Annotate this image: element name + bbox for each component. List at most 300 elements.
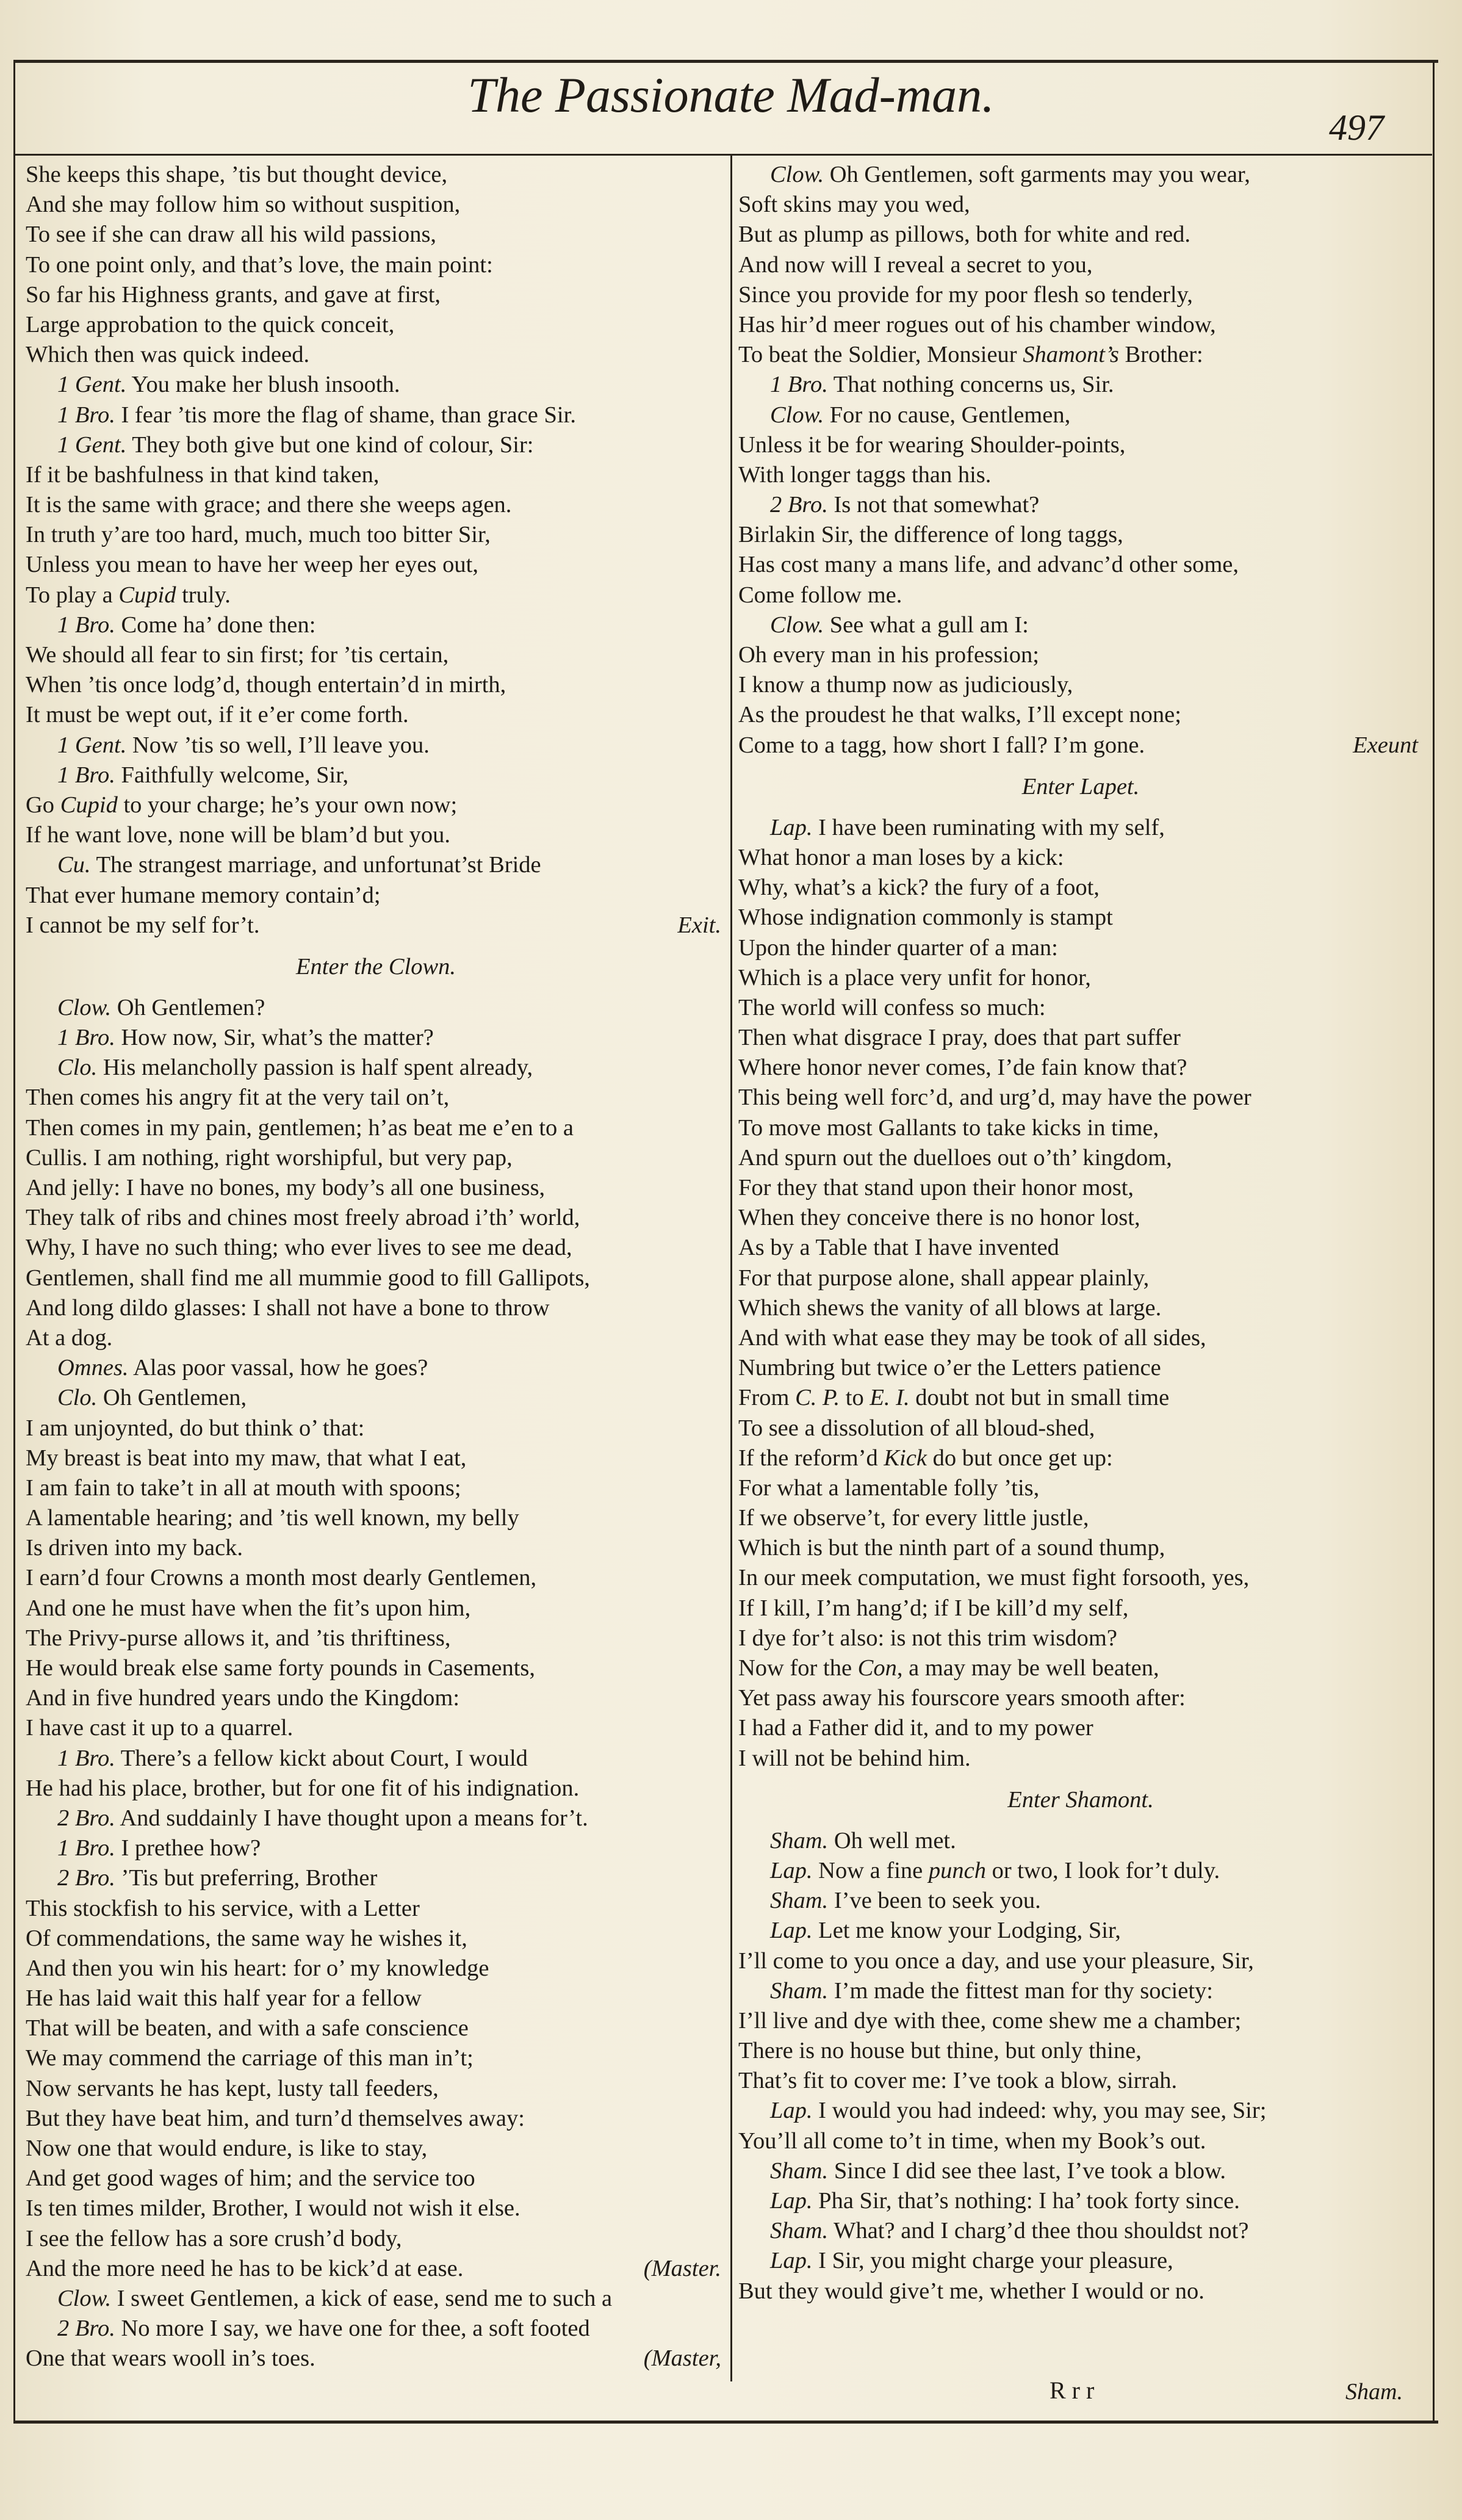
verse-line [26, 2193, 726, 2223]
verse-line [738, 731, 1423, 760]
line-text: From [738, 1385, 796, 1411]
verse-line [738, 993, 1423, 1023]
speech-line [738, 2096, 1423, 2126]
line-text: Whose indignation commonly is stampt [738, 904, 1113, 931]
right-aligned-cue: (Master, [643, 2345, 721, 2372]
verse-line [738, 1053, 1423, 1083]
speaker-name: Clow. [57, 2285, 112, 2311]
left-column [26, 160, 726, 2374]
verse-line [26, 2074, 726, 2104]
line-text: I am fain to take’t in all at mouth with spoons; [26, 1475, 461, 1501]
line-text: Birlakin Sir, the difference of long taggs, [738, 522, 1123, 548]
stage-direction [738, 1774, 1423, 1826]
verse-line [26, 790, 726, 820]
line-text: Is driven into my back. [26, 1535, 243, 1561]
line-text: Then comes his angry fit at the very tail on’t, [26, 1085, 450, 1111]
verse-line [26, 1473, 726, 1503]
verse-line [26, 310, 726, 340]
verse-line [26, 1143, 726, 1173]
line-text: Let me know your Lodging, Sir, [812, 1918, 1121, 1944]
line-text: Has cost many a mans life, and advanc’d other some, [738, 552, 1239, 578]
line-text: Is not that somewhat? [827, 492, 1040, 518]
verse-line [26, 1443, 726, 1473]
verse-line [738, 873, 1423, 903]
italic-word: punch [928, 1857, 986, 1883]
speech-line [738, 813, 1423, 843]
verse-line [738, 1383, 1423, 1413]
verse-line [26, 2043, 726, 2073]
verse-line [738, 1413, 1423, 1443]
verse-line [26, 700, 726, 730]
line-text: And get good wages of him; and the service too [26, 2165, 475, 2192]
line-text: To play a [26, 582, 119, 608]
line-text-after: truly. [176, 582, 231, 608]
line-text-after: Brother: [1118, 342, 1203, 368]
italic-word: Cupid [118, 582, 176, 608]
line-text: If we observe’t, for every little justle, [738, 1505, 1089, 1531]
speech-line [26, 1383, 726, 1413]
stage-direction-text: Enter Lapet. [1021, 773, 1140, 800]
verse-line [26, 2013, 726, 2043]
line-text: Then what disgrace I pray, does that part suffer [738, 1025, 1181, 1051]
line-text: Alas poor vassal, how he goes? [128, 1355, 428, 1381]
verse-line [26, 2224, 726, 2254]
verse-line [26, 220, 726, 250]
page-number: 497 [1329, 107, 1384, 148]
speaker-name: 1 Bro. [57, 762, 115, 788]
line-text: Numbring but twice o’er the Letters patience [738, 1355, 1161, 1381]
verse-line [26, 1263, 726, 1293]
line-text: No more I say, we have one for thee, a soft footed [115, 2316, 590, 2342]
verse-line [738, 843, 1423, 873]
line-text: This stockfish to his service, with a Letter [26, 1895, 420, 1921]
line-text: Oh well met. [828, 1827, 956, 1854]
verse-line [26, 1954, 726, 1984]
line-text: Which then was quick indeed. [26, 342, 310, 368]
verse-line [26, 1623, 726, 1653]
line-text-after: to your charge; he’s your own now; [117, 792, 458, 818]
line-text: If I kill, I’m hang’d; if I be kill’d my self, [738, 1595, 1129, 1621]
verse-line [738, 430, 1423, 460]
verse-line [26, 1413, 726, 1443]
speaker-name: Omnes. [57, 1355, 129, 1381]
line-text: To see a dissolution of all bloud-shed, [738, 1415, 1095, 1441]
stage-direction-text: Enter Shamont. [1007, 1786, 1154, 1813]
verse-line [738, 1233, 1423, 1263]
line-text: A lamentable hearing; and ’tis well known, my belly [26, 1505, 519, 1531]
line-text: And the more need he has to be kick’d at ease. [26, 2255, 464, 2281]
speech-line [26, 1833, 726, 1863]
line-text: To see if she can draw all his wild passions, [26, 222, 437, 248]
verse-line [738, 670, 1423, 700]
speech-line [738, 1916, 1423, 1946]
line-text: Faithfully welcome, Sir, [115, 762, 349, 788]
verse-line [26, 1713, 726, 1743]
line-text: Where honor never comes, I’de fain know that? [738, 1055, 1187, 1081]
verse-line [26, 2164, 726, 2193]
line-text: And spurn out the duelloes out o’th’ kingdom, [738, 1144, 1172, 1171]
speaker-name: 1 Bro. [770, 372, 828, 398]
line-text: Now ’tis so well, I’ll leave you. [126, 732, 430, 758]
line-text: They talk of ribs and chines most freely abroad i’th’ world, [26, 1205, 580, 1231]
speech-line [26, 850, 726, 880]
verse-line [26, 2134, 726, 2164]
verse-line [26, 1683, 726, 1713]
line-text: And then you win his heart: for o’ my knowledge [26, 1955, 489, 1981]
verse-line [738, 520, 1423, 550]
stage-direction [738, 760, 1423, 813]
speaker-name: Lap. [770, 2098, 813, 2124]
speech-line [26, 2314, 726, 2344]
line-text: That nothing concerns us, Sir. [827, 372, 1114, 398]
speaker-name: 1 Gent. [57, 732, 127, 758]
line-text: Now for the [738, 1655, 858, 1681]
line-text-after: doubt not but in small time [909, 1385, 1170, 1411]
right-border [1433, 60, 1435, 2422]
line-text: I will not be behind him. [738, 1745, 971, 1771]
line-text: What honor a man loses by a kick: [738, 844, 1064, 870]
verse-line [738, 460, 1423, 490]
verse-line [738, 1323, 1423, 1353]
line-text: Since you provide for my poor flesh so tenderly, [738, 281, 1193, 308]
line-text: Oh Gentlemen? [111, 994, 265, 1020]
line-text: He had his place, brother, but for one fit of his indignation. [26, 1775, 580, 1801]
verse-line [26, 520, 726, 550]
speaker-name: Lap. [770, 814, 813, 840]
line-text: Oh Gentlemen, soft garments may you wear, [824, 162, 1250, 187]
line-text: I have been ruminating with my self, [812, 814, 1165, 840]
speaker-name: 2 Bro. [57, 2316, 115, 2342]
speech-line [738, 2156, 1423, 2186]
speaker-name: Clow. [770, 402, 824, 428]
verse-line [738, 1083, 1423, 1113]
line-text: The world will confess so much: [738, 994, 1046, 1020]
verse-line [26, 490, 726, 520]
verse-line [26, 911, 726, 940]
speech-line [26, 1744, 726, 1774]
line-text: How now, Sir, what’s the matter? [115, 1025, 434, 1051]
line-text: Come ha’ done then: [115, 612, 316, 638]
verse-line [738, 640, 1423, 670]
right-aligned-cue: Exeunt [1353, 732, 1418, 758]
verse-line [738, 1443, 1423, 1473]
line-text: ’Tis but preferring, Brother [115, 1865, 378, 1891]
verse-line [738, 700, 1423, 730]
verse-line [738, 1503, 1423, 1533]
verse-line [738, 963, 1423, 993]
line-text: Yet pass away his fourscore years smooth after: [738, 1685, 1186, 1711]
verse-line [26, 1083, 726, 1113]
line-text: Which is a place very unfit for honor, [738, 964, 1091, 991]
line-text: Come to a tagg, how short I fall? I’m gone. [738, 732, 1145, 758]
line-text: Come follow me. [738, 582, 902, 608]
line-text: They both give but one kind of colour, Sir: [126, 431, 534, 458]
verse-line [738, 1594, 1423, 1623]
speaker-name: Clow. [770, 162, 824, 187]
verse-line [738, 1683, 1423, 1713]
speech-line [738, 160, 1423, 190]
column-divider [730, 154, 732, 2381]
line-text: Has hir’d meer rogues out of his chamber window, [738, 311, 1216, 338]
line-text: Is ten times milder, Brother, I would not wish it else. [26, 2195, 520, 2222]
verse-line [26, 340, 726, 370]
verse-line [738, 1533, 1423, 1563]
verse-line [738, 580, 1423, 610]
verse-line [738, 1023, 1423, 1053]
line-text: I see the fellow has a sore crush’d body, [26, 2225, 402, 2251]
speaker-name: 1 Gent. [57, 431, 127, 458]
line-text: That’s fit to cover me: I’ve took a blow, sirrah. [738, 2068, 1178, 2094]
italic-word: E. I. [870, 1385, 910, 1411]
verse-line [26, 280, 726, 310]
speech-line [738, 2216, 1423, 2246]
speaker-name: Sham. [770, 2157, 829, 2184]
line-text: When they conceive there is no honor lost, [738, 1205, 1140, 1231]
verse-line [738, 280, 1423, 310]
line-text: What? and I charg’d thee thou shouldst not? [828, 2218, 1249, 2244]
line-text-after: or two, I look for’t duly. [985, 1857, 1220, 1883]
speaker-name: Lap. [770, 2248, 813, 2274]
signature-mark: Rrr [1050, 2377, 1101, 2404]
line-text: So far his Highness grants, and gave at first, [26, 281, 441, 308]
line-text-after: , a may may be well beaten, [896, 1655, 1159, 1681]
line-text: We may commend the carriage of this man in’t; [26, 2045, 474, 2071]
line-text: It must be wept out, if it e’er come forth. [26, 702, 409, 728]
right-column [738, 160, 1423, 2306]
speaker-name: Sham. [770, 1977, 829, 2004]
speaker-name: Clow. [57, 994, 112, 1020]
speaker-name: Lap. [770, 1857, 813, 1883]
italic-word: C. P. [795, 1385, 840, 1411]
verse-line [738, 550, 1423, 580]
speech-line [738, 1886, 1423, 1916]
verse-line [738, 1203, 1423, 1233]
speaker-name: Sham. [770, 2218, 829, 2244]
verse-line [738, 340, 1423, 370]
line-text: Pha Sir, that’s nothing: I ha’ took forty since. [812, 2188, 1240, 2214]
line-text: Unless you mean to have her weep her eyes out, [26, 552, 478, 578]
verse-line [26, 2254, 726, 2284]
line-text: His melancholly passion is half spent already, [97, 1055, 533, 1081]
speech-line [738, 1856, 1423, 1886]
verse-line [26, 580, 726, 610]
line-text: Why, what’s a kick? the fury of a foot, [738, 875, 1100, 901]
line-text: But as plump as pillows, both for white and red. [738, 222, 1191, 248]
line-text: She keeps this shape, ’tis but thought device, [26, 162, 448, 187]
verse-line [26, 1173, 726, 1203]
verse-line [26, 1293, 726, 1323]
line-text: I Sir, you might charge your pleasure, [812, 2248, 1173, 2274]
italic-word: Kick [884, 1445, 927, 1471]
line-text: As the proudest he that walks, I’ll except none; [738, 702, 1181, 728]
line-text: Now one that would endure, is like to stay, [26, 2136, 428, 2161]
line-text: And long dildo glasses: I shall not have a bone to throw [26, 1294, 550, 1321]
line-text: And with what ease they may be took of all sides, [738, 1324, 1206, 1351]
verse-line [26, 160, 726, 190]
speaker-name: 1 Bro. [57, 1745, 115, 1771]
speaker-name: Sham. [770, 1888, 829, 1914]
line-text: With longer taggs than his. [738, 461, 992, 488]
line-text: Which shews the vanity of all blows at large. [738, 1294, 1162, 1321]
line-text-after: do but once get up: [926, 1445, 1113, 1471]
speech-line [26, 731, 726, 760]
verse-line [738, 310, 1423, 340]
verse-line [738, 1744, 1423, 1774]
verse-line [738, 1173, 1423, 1203]
line-text: I had a Father did it, and to my power [738, 1715, 1093, 1741]
speech-line [738, 2186, 1423, 2216]
line-text: Large approbation to the quick conceit, [26, 311, 395, 338]
italic-word: Shamont’s [1023, 342, 1119, 368]
speech-line [26, 430, 726, 460]
line-text: To one point only, and that’s love, the main point: [26, 251, 493, 278]
line-text: Go [26, 792, 60, 818]
verse-line [26, 1594, 726, 1623]
verse-line [26, 2344, 726, 2374]
line-text: It is the same with grace; and there she weeps agen. [26, 492, 512, 518]
speech-line [26, 760, 726, 790]
line-text: I prethee how? [115, 1835, 261, 1861]
line-text: And now will I reveal a secret to you, [738, 251, 1093, 278]
header-rule [13, 154, 1432, 156]
line-text: And in five hundred years undo the Kingdom: [26, 1685, 460, 1711]
verse-line [26, 881, 726, 911]
line-text: For what a lamentable folly ’tis, [738, 1475, 1040, 1501]
verse-line [26, 460, 726, 490]
speaker-name: Clo. [57, 1385, 98, 1411]
line-text: To beat the Soldier, Monsieur [738, 342, 1023, 368]
line-text: I have cast it up to a quarrel. [26, 1715, 293, 1741]
speech-line [26, 1353, 726, 1383]
verse-line [738, 2066, 1423, 2096]
verse-line [26, 820, 726, 850]
stage-direction-text: Enter the Clown. [296, 953, 456, 980]
speech-line [738, 400, 1423, 430]
line-text: Soft skins may you wed, [738, 192, 970, 218]
verse-line [26, 190, 726, 220]
line-text: I cannot be my self for’t. [26, 912, 260, 938]
speech-line [738, 370, 1423, 400]
running-title: The Passionate Mad-man. [467, 67, 995, 123]
verse-line [738, 1946, 1423, 1976]
verse-line [26, 1924, 726, 1954]
line-text: He would break else same forty pounds in Casements, [26, 1655, 536, 1681]
line-text: There is no house but thine, but only thine, [738, 2038, 1142, 2064]
line-text: If the reform’d [738, 1445, 884, 1471]
stage-direction [26, 940, 726, 993]
right-aligned-cue: (Master. [643, 2255, 721, 2281]
line-text: I would you had indeed: why, you may see, Sir; [812, 2098, 1267, 2124]
speech-line [26, 2284, 726, 2314]
line-text: For they that stand upon their honor most, [738, 1175, 1134, 1200]
line-text: At a dog. [26, 1324, 113, 1351]
speech-line [26, 370, 726, 400]
line-text: In our meek computation, we must fight forsooth, yes, [738, 1565, 1250, 1591]
line-text: And jelly: I have no bones, my body’s all one business, [26, 1175, 546, 1200]
verse-line [26, 1533, 726, 1563]
line-text: That ever humane memory contain’d; [26, 882, 381, 908]
line-text: Of commendations, the same way he wishes it, [26, 1925, 467, 1951]
line-text: You’ll all come to’t in time, when my Book’s out. [738, 2128, 1206, 2154]
verse-line [738, 1143, 1423, 1173]
line-text: One that wears wooll in’s toes. [26, 2345, 315, 2372]
line-text: Which is but the ninth part of a sound thump, [738, 1535, 1165, 1561]
verse-line [26, 1894, 726, 1924]
line-text: He has laid wait this half year for a fellow [26, 1985, 422, 2012]
verse-line [738, 250, 1423, 280]
speaker-name: 1 Gent. [57, 372, 127, 398]
verse-line [26, 1323, 726, 1353]
verse-line [738, 2276, 1423, 2306]
line-text: When ’tis once lodg’d, though entertain’d in mirth, [26, 672, 506, 698]
line-text: Cullis. I am nothing, right worshipful, but very pap, [26, 1144, 513, 1171]
line-text: If it be bashfulness in that kind taken, [26, 461, 380, 488]
speaker-name: Clo. [57, 1055, 98, 1081]
line-text: I’ll live and dye with thee, come shew me a chamber; [738, 2007, 1242, 2034]
line-text: Oh Gentlemen, [97, 1385, 247, 1411]
line-text: There’s a fellow kickt about Court, I would [115, 1745, 528, 1771]
top-rule [13, 60, 1438, 63]
verse-line [26, 1774, 726, 1803]
line-text: I’ve been to seek you. [828, 1888, 1041, 1914]
speaker-name: 2 Bro. [57, 1805, 115, 1831]
verse-line [738, 1653, 1423, 1683]
speaker-name: 1 Bro. [57, 402, 115, 428]
line-text: I’ll come to you once a day, and use your pleasure, Sir, [738, 1948, 1254, 1974]
line-text: My breast is beat into my maw, that what I eat, [26, 1445, 467, 1471]
verse-line [738, 1713, 1423, 1743]
speaker-name: Cu. [57, 852, 91, 878]
line-text: That will be beaten, and with a safe conscience [26, 2015, 469, 2042]
speech-line [26, 400, 726, 430]
line-text: Then comes in my pain, gentlemen; h’as beat me e’en to a [26, 1114, 574, 1141]
verse-line [26, 1113, 726, 1143]
line-text: I am unjoynted, do but think o’ that: [26, 1415, 365, 1441]
verse-line [738, 1113, 1423, 1143]
verse-line [26, 670, 726, 700]
line-text: See what a gull am I: [824, 612, 1029, 638]
speech-line [738, 490, 1423, 520]
speech-line [26, 610, 726, 640]
speech-line [26, 1053, 726, 1083]
line-text: Gentlemen, shall find me all mummie good to fill Gallipots, [26, 1265, 590, 1291]
verse-line [26, 640, 726, 670]
speaker-name: 2 Bro. [57, 1865, 115, 1891]
line-text: If he want love, none will be blam’d but you. [26, 822, 451, 848]
verse-line [738, 1263, 1423, 1293]
verse-line [26, 250, 726, 280]
verse-line [738, 190, 1423, 220]
italic-word: Con [857, 1655, 897, 1681]
line-text: And she may follow him so without suspition, [26, 192, 461, 218]
right-aligned-cue: Exit. [677, 912, 721, 938]
line-text: Why, I have no such thing; who ever lives to see me dead, [26, 1235, 572, 1261]
verse-line [26, 1203, 726, 1233]
line-text: Oh every man in his profession; [738, 642, 1039, 668]
verse-line [738, 1473, 1423, 1503]
verse-line [738, 2036, 1423, 2066]
line-text: For that purpose alone, shall appear plainly, [738, 1265, 1150, 1291]
speaker-name: Sham. [770, 1827, 829, 1854]
speech-line [738, 1826, 1423, 1856]
speech-line [738, 1976, 1423, 2006]
speaker-name: Clow. [770, 612, 824, 638]
verse-line [26, 1503, 726, 1533]
verse-line [738, 2126, 1423, 2156]
line-text: To move most Gallants to take kicks in time, [738, 1114, 1159, 1141]
verse-line [738, 220, 1423, 250]
bottom-rule [13, 2421, 1438, 2424]
